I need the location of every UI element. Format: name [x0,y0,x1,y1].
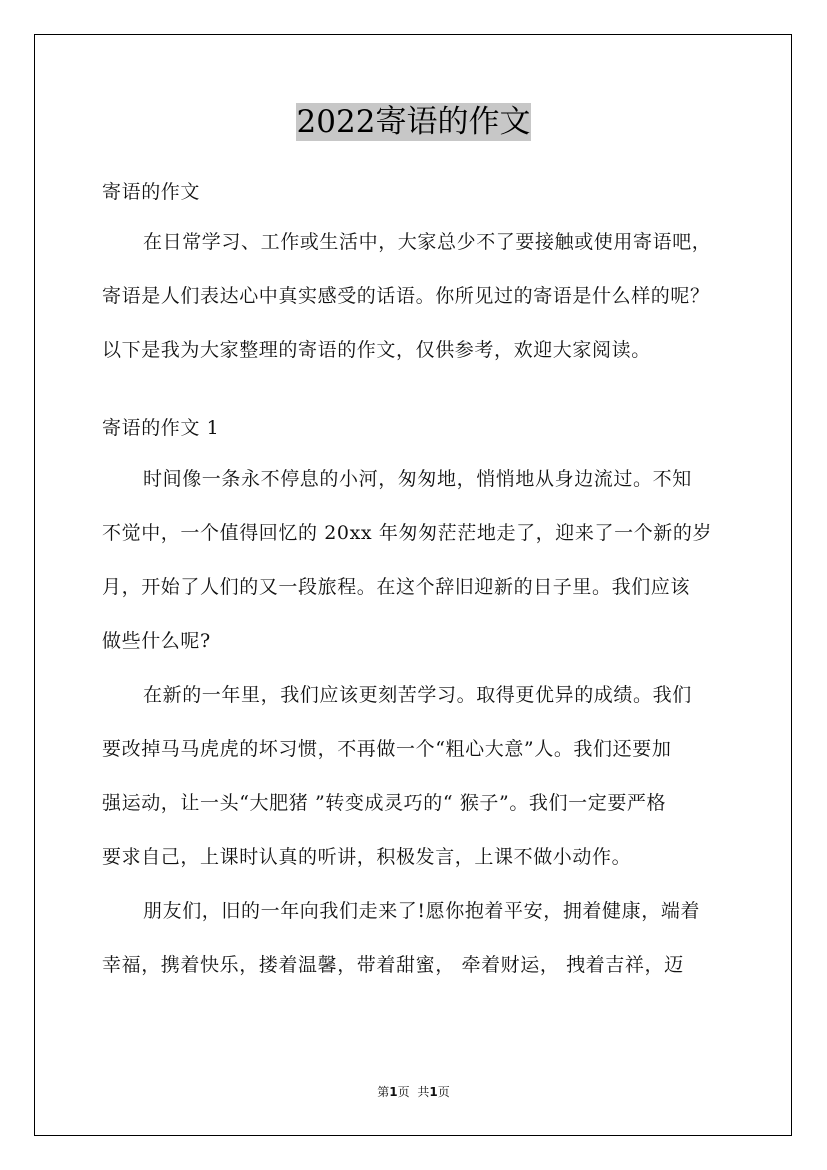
intro-line: 以下是我为大家整理的寄语的作文，仅供参考，欢迎大家阅读。 [102,339,651,361]
paragraph-line: 要改掉马马虎虎的坏习惯，不再做一个“粗心大意”人。我们还要加 [102,738,672,760]
page-suffix: 页 [397,1085,410,1099]
intro-line: 在日常学习、工作或生活中，大家总少不了要接触或使用寄语吧， [143,231,712,253]
paragraph-line: 不觉中，一个值得回忆的 20xx 年匆匆茫茫地走了，迎来了一个新的岁 [102,522,713,544]
total-suffix: 页 [437,1085,450,1099]
paragraph-line: 朋友们，旧的一年向我们走来了!愿你抱着平安，拥着健康，端着 [143,900,701,922]
section-heading: 寄语的作文 1 [102,417,220,439]
paragraph-line: 时间像一条永不停息的小河，匆匆地，悄悄地从身边流过。不知 [143,468,692,490]
paragraph-line: 要求自己，上课时认真的听讲，积极发言，上课不做小动作。 [102,846,632,868]
paragraph-line: 做些什么呢? [102,630,211,652]
paragraph-line: 强运动，让一头“大肥猪 ”转变成灵巧的“ 猴子”。我们一定要严格 [102,792,667,814]
paragraph-line: 幸福，携着快乐，搂着温馨，带着甜蜜， 牵着财运， 拽着吉祥，迈 [102,954,684,976]
section-gap [102,377,732,404]
page-total: 1 [429,1085,438,1099]
page-footer [0,1083,827,1100]
paragraph-line: 在新的一年里，我们应该更刻苦学习。取得更优异的成绩。我们 [143,684,692,706]
page-number: 1 [389,1085,398,1099]
document-subtitle: 寄语的作文 [102,181,201,203]
intro-line: 寄语是人们表达心中真实感受的话语。你所见过的寄语是什么样的呢？ [102,285,710,307]
page-prefix: 第 [377,1085,390,1099]
document-title: 2022寄语的作文 [296,104,531,140]
document-body [102,170,732,992]
total-prefix: 共 [417,1085,430,1099]
title-container [0,103,827,141]
paragraph-line: 月，开始了人们的又一段旅程。在这个辞旧迎新的日子里。我们应该 [102,576,691,598]
